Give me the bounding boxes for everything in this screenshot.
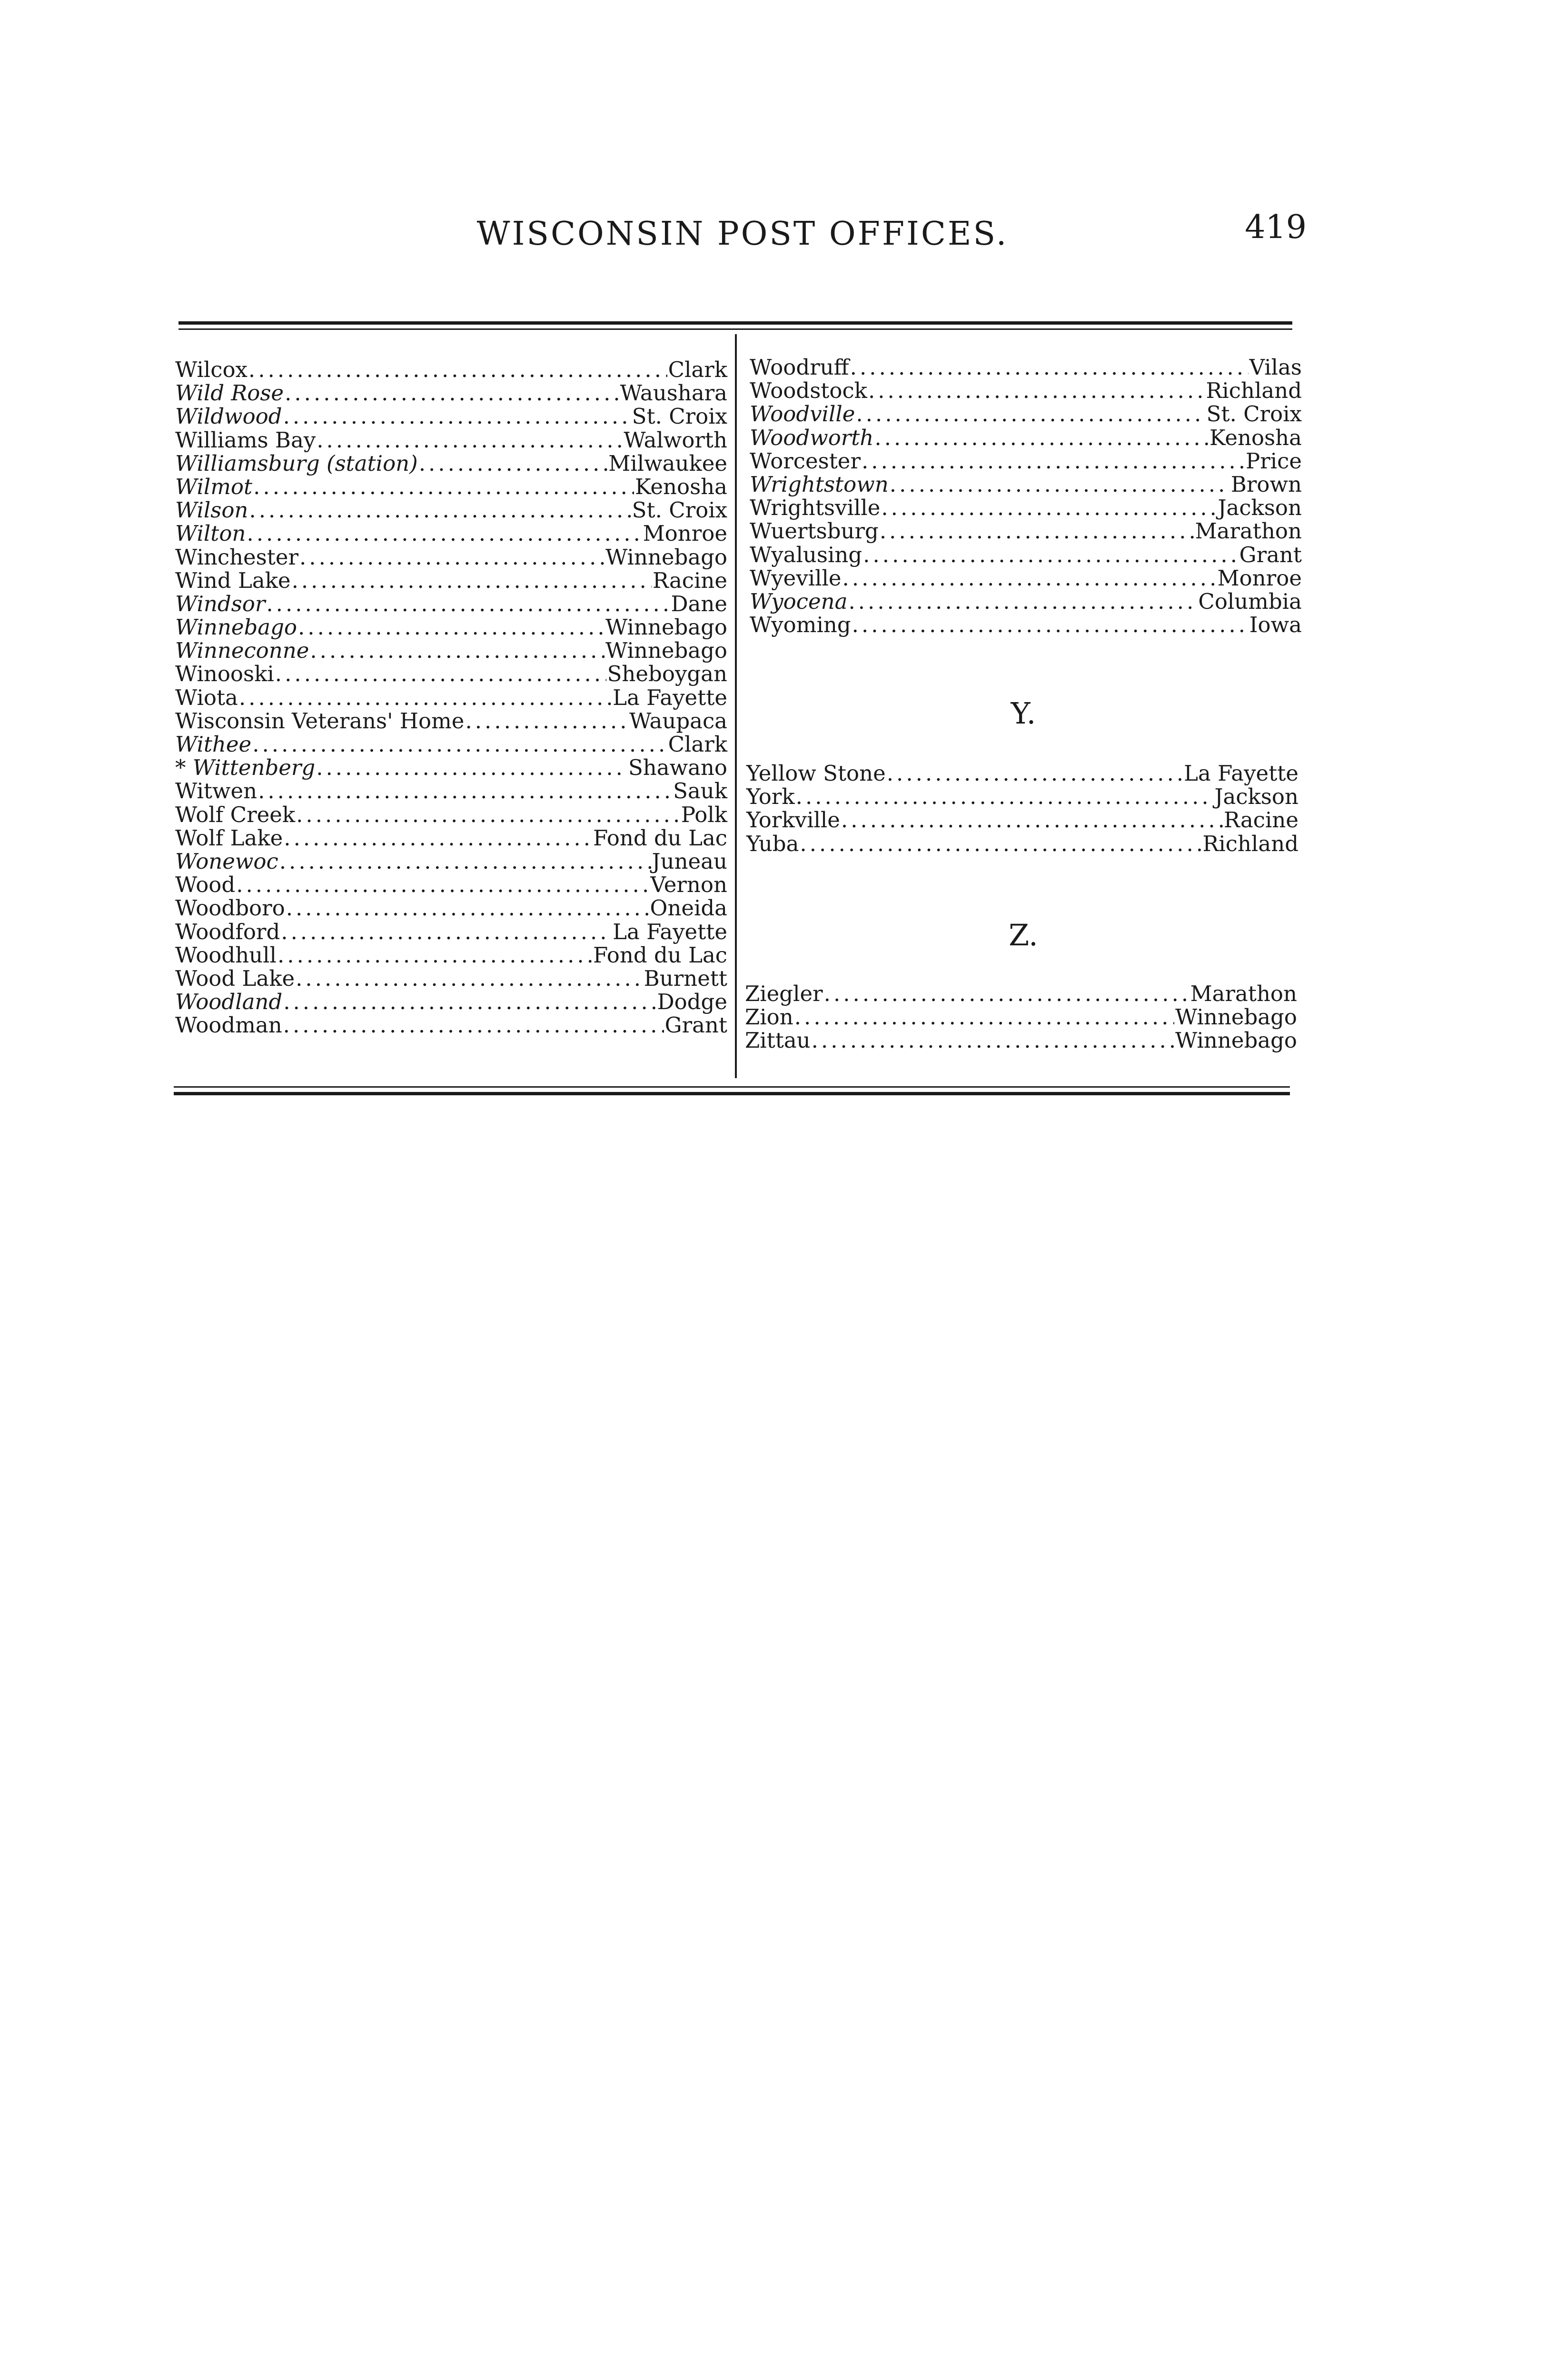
county-name: La Fayette: [1184, 761, 1298, 786]
top-rule-thin: [178, 328, 1292, 330]
post-office-name: Wind Lake: [175, 567, 291, 593]
county-name: La Fayette: [613, 919, 727, 944]
post-office-name: Woodstock: [750, 378, 867, 404]
post-office-entry: [750, 590, 1302, 613]
right-column-list: [750, 356, 1302, 636]
post-office-name: Woodman: [175, 1012, 282, 1038]
post-office-entry: [750, 613, 1302, 636]
county-name: Jackson: [1218, 495, 1302, 521]
post-office-entry: [175, 592, 727, 615]
county-name: Winnebago: [1175, 1028, 1297, 1053]
dot-leader: [299, 545, 605, 569]
dot-leader: [856, 402, 1205, 426]
county-name: St. Croix: [632, 497, 727, 523]
top-rule-thick: [178, 321, 1292, 325]
dot-leader: [874, 426, 1209, 449]
dot-leader: [419, 452, 608, 475]
post-office-entry: [745, 1005, 1297, 1029]
post-office-entry: [750, 379, 1302, 402]
post-office-entry: [175, 569, 727, 592]
post-office-name: Woodruff: [750, 355, 849, 380]
post-office-name: Zittau: [745, 1028, 811, 1053]
post-office-name: Wiota: [175, 684, 238, 710]
dot-leader: [863, 543, 1238, 566]
section-heading-y: Y.: [1011, 696, 1036, 731]
dot-leader: [887, 762, 1183, 785]
county-name: Vernon: [650, 872, 727, 898]
dot-leader: [465, 709, 628, 733]
county-name: Winnebago: [605, 615, 727, 640]
dot-leader: [841, 808, 1223, 832]
county-name: Vilas: [1249, 355, 1302, 380]
dot-leader: [285, 381, 619, 405]
dot-leader: [281, 920, 612, 943]
county-name: Fond du Lac: [593, 825, 727, 851]
post-office-name: Wyocena: [750, 588, 848, 614]
post-office-entry: [750, 473, 1302, 496]
post-office-entry: [175, 475, 727, 498]
column-divider: [735, 334, 737, 1078]
county-name: Waushara: [620, 380, 727, 406]
county-name: La Fayette: [613, 684, 727, 710]
dot-leader: [248, 358, 667, 381]
post-office-entry: [175, 756, 727, 779]
post-office-name: Yuba: [746, 831, 799, 856]
post-office-entry: [750, 496, 1302, 519]
dot-leader: [862, 449, 1245, 473]
dot-leader: [283, 1013, 664, 1037]
section-heading-z: Z.: [1009, 918, 1038, 952]
post-office-name: Windsor: [175, 591, 266, 616]
county-name: Clark: [668, 732, 727, 757]
post-office-entry: [175, 522, 727, 545]
dot-leader: [258, 779, 672, 803]
dot-leader: [239, 686, 612, 709]
post-office-name: Wisconsin Veterans' Home: [175, 708, 465, 734]
post-office-entry: [175, 405, 727, 428]
dot-leader: [881, 496, 1217, 519]
post-office-entry: [175, 826, 727, 850]
post-office-name: Wolf Creek: [175, 802, 296, 827]
post-office-name: Zion: [745, 1004, 793, 1030]
bottom-rule-thin: [174, 1086, 1290, 1088]
post-office-entry: [746, 832, 1298, 855]
county-name: Kenosha: [1209, 425, 1302, 450]
county-name: Iowa: [1249, 612, 1302, 638]
county-name: Richland: [1202, 831, 1298, 856]
county-name: Marathon: [1195, 518, 1302, 544]
dot-leader: [890, 473, 1230, 496]
post-office-name: Woodworth: [750, 425, 874, 450]
county-name: Brown: [1230, 471, 1302, 497]
post-office-entry: [175, 873, 727, 896]
dot-leader: [848, 590, 1197, 613]
post-office-entry: [175, 639, 727, 662]
post-office-entry: [175, 498, 727, 522]
county-name: Grant: [1239, 542, 1302, 567]
post-office-entry: [175, 662, 727, 685]
dot-leader: [296, 967, 643, 990]
post-office-name: Wrightstown: [750, 471, 889, 497]
dot-leader: [266, 592, 670, 615]
post-office-name: Wyalusing: [750, 542, 862, 567]
post-office-entry: [175, 850, 727, 873]
county-name: Columbia: [1198, 588, 1302, 614]
post-office-name: Woodhull: [175, 942, 277, 968]
dot-leader: [812, 1029, 1174, 1052]
post-office-name: Yellow Stone: [746, 761, 886, 786]
county-name: Winnebago: [605, 638, 727, 664]
dot-leader: [868, 379, 1205, 402]
post-office-name: Wilton: [175, 521, 246, 546]
post-office-name: Williams Bay: [175, 427, 316, 453]
post-office-entry: [750, 402, 1302, 426]
post-office-entry: [745, 982, 1297, 1005]
county-name: St. Croix: [632, 404, 727, 429]
dot-leader: [796, 785, 1214, 808]
post-office-entry: [750, 356, 1302, 379]
post-office-entry: [175, 381, 727, 405]
county-name: Dodge: [657, 989, 727, 1015]
county-name: Racine: [1224, 807, 1298, 833]
county-name: Oneida: [650, 895, 727, 921]
dot-leader: [279, 850, 651, 873]
dot-leader: [310, 639, 605, 662]
post-office-entry: [175, 452, 727, 475]
county-name: Racine: [653, 567, 727, 593]
post-office-entry: [175, 545, 727, 569]
dot-leader: [283, 990, 656, 1013]
dot-leader: [800, 832, 1201, 855]
post-office-entry: [750, 426, 1302, 449]
post-office-name: York: [746, 784, 795, 810]
dot-leader: [852, 613, 1249, 636]
page-number: 419: [1245, 208, 1307, 246]
dot-leader: [298, 615, 605, 639]
post-office-name: Withee: [175, 732, 252, 757]
county-name: Sauk: [673, 778, 727, 804]
post-office-name: Wolf Lake: [175, 825, 283, 851]
post-office-name: Woodland: [175, 989, 283, 1015]
post-office-entry: [175, 896, 727, 920]
post-office-entry: [175, 686, 727, 709]
post-office-name: Wyeville: [750, 565, 842, 591]
dot-leader: [284, 826, 592, 850]
post-office-entry: [746, 785, 1298, 808]
county-name: Walworth: [624, 427, 727, 453]
post-office-name: Witwen: [175, 778, 258, 804]
post-office-name: Wood Lake: [175, 965, 295, 991]
post-office-name: Wilmot: [175, 474, 253, 499]
post-office-name: Yorkville: [746, 807, 840, 833]
post-office-entry: [175, 920, 727, 943]
post-office-entry: [746, 808, 1298, 832]
county-name: Price: [1245, 448, 1302, 474]
post-office-name: Winneconne: [175, 638, 309, 664]
dot-leader: [286, 896, 649, 920]
post-office-entry: [746, 762, 1298, 785]
post-office-name: Williamsburg (station): [175, 450, 418, 476]
dot-leader: [236, 873, 649, 896]
dot-leader: [253, 475, 634, 498]
dot-leader: [296, 803, 680, 826]
dot-leader: [283, 405, 631, 428]
dot-leader: [317, 428, 623, 452]
bottom-rule-thick: [174, 1092, 1290, 1095]
county-name: Winnebago: [1175, 1004, 1297, 1030]
county-name: Fond du Lac: [593, 942, 727, 968]
post-office-name: Wrightsville: [750, 495, 881, 521]
post-office-name: Worcester: [750, 448, 861, 474]
dot-leader: [277, 943, 592, 967]
post-office-name: Wood: [175, 872, 236, 898]
post-office-entry: [175, 779, 727, 803]
dot-leader: [850, 356, 1249, 379]
post-office-name: * Wittenberg: [175, 755, 316, 781]
dot-leader: [247, 522, 642, 545]
post-office-entry: [750, 519, 1302, 543]
post-office-name: Ziegler: [745, 981, 823, 1006]
dot-leader: [880, 519, 1194, 543]
post-office-name: Wild Rose: [175, 380, 284, 406]
post-office-name: Winooski: [175, 661, 274, 687]
post-office-entry: [175, 709, 727, 733]
dot-leader: [292, 569, 652, 592]
post-office-name: Woodford: [175, 919, 280, 944]
dot-leader: [275, 662, 606, 685]
dot-leader: [316, 756, 627, 779]
county-name: Marathon: [1190, 981, 1297, 1006]
post-office-name: Wilcox: [175, 357, 248, 382]
post-office-name: Woodville: [750, 401, 855, 427]
post-office-name: Woodboro: [175, 895, 285, 921]
county-name: Polk: [681, 802, 727, 827]
post-office-entry: [175, 1013, 727, 1037]
post-office-name: Wilson: [175, 497, 248, 523]
dot-leader: [794, 1005, 1174, 1029]
county-name: Dane: [671, 591, 727, 616]
page-title: WISCONSIN POST OFFICES.: [476, 215, 1009, 253]
post-office-name: Wyoming: [750, 612, 851, 638]
county-name: Waupaca: [629, 708, 727, 734]
dot-leader: [824, 982, 1189, 1005]
post-office-entry: [175, 967, 727, 990]
post-office-name: Wonewoc: [175, 848, 278, 874]
county-name: Burnett: [644, 965, 727, 991]
post-office-entry: [175, 990, 727, 1013]
post-office-entry: [745, 1029, 1297, 1052]
county-name: Richland: [1206, 378, 1302, 404]
post-office-name: Winchester: [175, 544, 298, 570]
county-name: Clark: [668, 357, 727, 382]
county-name: Sheboygan: [607, 661, 727, 687]
county-name: Jackson: [1214, 784, 1298, 810]
section-y-list: [746, 762, 1298, 855]
post-office-entry: [750, 566, 1302, 590]
county-name: Kenosha: [634, 474, 727, 499]
county-name: Milwaukee: [608, 450, 727, 476]
post-office-entry: [175, 615, 727, 639]
post-office-name: Wildwood: [175, 404, 282, 429]
post-office-entry: [175, 358, 727, 381]
post-office-entry: [750, 449, 1302, 473]
post-office-name: Winnebago: [175, 615, 297, 640]
post-office-entry: [175, 428, 727, 452]
county-name: Monroe: [643, 521, 727, 546]
section-z-list: [745, 982, 1297, 1052]
county-name: Juneau: [652, 848, 727, 874]
dot-leader: [842, 566, 1217, 590]
county-name: St. Croix: [1206, 401, 1302, 427]
county-name: Winnebago: [605, 544, 727, 570]
post-office-entry: [750, 543, 1302, 566]
county-name: Monroe: [1217, 565, 1302, 591]
county-name: Shawano: [628, 755, 727, 781]
post-office-name: Wuertsburg: [750, 518, 879, 544]
left-column-list: [175, 358, 727, 1037]
dot-leader: [252, 733, 667, 756]
post-office-entry: [175, 943, 727, 967]
county-name: Grant: [664, 1012, 727, 1038]
post-office-entry: [175, 803, 727, 826]
post-office-entry: [175, 733, 727, 756]
dot-leader: [249, 498, 631, 522]
